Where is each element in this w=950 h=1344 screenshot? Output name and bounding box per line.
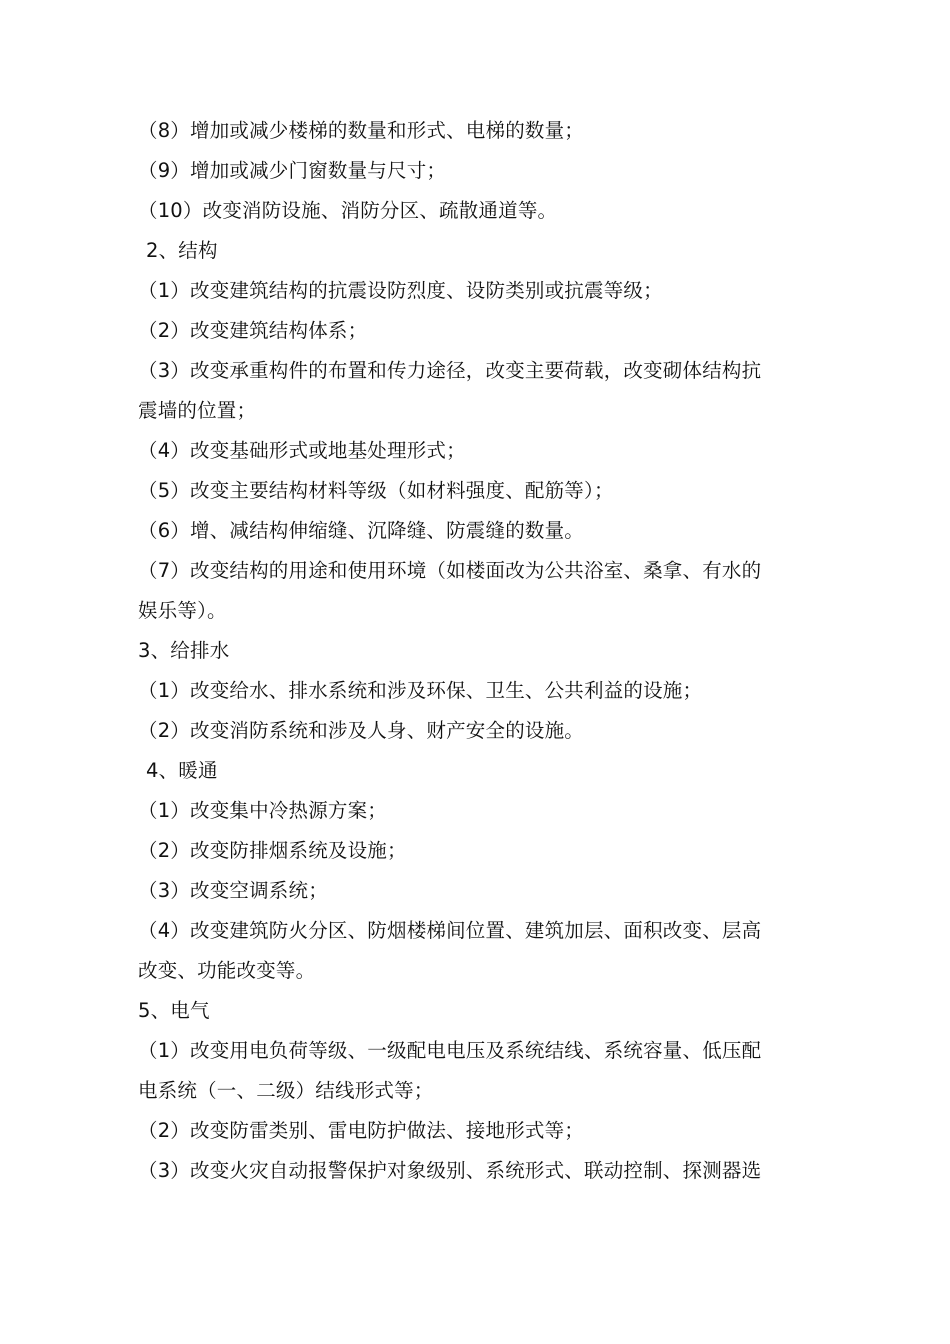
list-item-hvac-1: （1）改变集中冷热源方案； <box>138 799 388 822</box>
list-item-structure-1: （1）改变建筑结构的抗震设防烈度、设防类别或抗震等级； <box>138 279 663 302</box>
list-item-electrical-2: （2）改变防雷类别、雷电防护做法、接地形式等； <box>138 1119 585 1142</box>
list-item-structure-3-cont: 震墙的位置； <box>138 399 257 422</box>
list-item-structure-2: （2）改变建筑结构体系； <box>138 319 368 342</box>
list-item-electrical-1-cont: 电系统（一、二级）结线形式等； <box>138 1079 434 1102</box>
list-item-structure-5: （5）改变主要结构材料等级（如材料强度、配筋等）； <box>138 479 614 502</box>
list-item-structure-3: （3）改变承重构件的布置和传力途径，改变主要荷载，改变砌体结构抗 <box>138 359 762 382</box>
list-item-hvac-2: （2）改变防排烟系统及设施； <box>138 839 407 862</box>
list-item-hvac-4: （4）改变建筑防火分区、防烟楼梯间位置、建筑加层、面积改变、层高 <box>138 919 762 942</box>
list-item-hvac-4-cont: 改变、功能改变等。 <box>138 959 316 982</box>
list-item-structure-7: （7）改变结构的用途和使用环境（如楼面改为公共浴室、桑拿、有水的 <box>138 559 762 582</box>
list-item-plumbing-1: （1）改变给水、排水系统和涉及环保、卫生、公共利益的设施； <box>138 679 703 702</box>
section-heading-plumbing: 3、给排水 <box>138 639 230 662</box>
list-item-arch-10: （10）改变消防设施、消防分区、疏散通道等。 <box>138 199 558 222</box>
section-heading-hvac: 4、暖通 <box>146 759 218 782</box>
section-heading-electrical: 5、电气 <box>138 999 210 1022</box>
list-item-structure-4: （4）改变基础形式或地基处理形式； <box>138 439 466 462</box>
section-heading-structure: 2、结构 <box>146 239 218 262</box>
list-item-electrical-3: （3）改变火灾自动报警保护对象级别、系统形式、联动控制、探测器选 <box>138 1159 762 1182</box>
list-item-plumbing-2: （2）改变消防系统和涉及人身、财产安全的设施。 <box>138 719 585 742</box>
list-item-arch-8: （8）增加或减少楼梯的数量和形式、电梯的数量； <box>138 119 585 142</box>
list-item-electrical-1: （1）改变用电负荷等级、一级配电电压及系统结线、系统容量、低压配 <box>138 1039 762 1062</box>
list-item-structure-7-cont: 娱乐等）。 <box>138 599 227 622</box>
list-item-arch-9: （9）增加或减少门窗数量与尺寸； <box>138 159 447 182</box>
list-item-structure-6: （6）增、减结构伸缩缝、沉降缝、防震缝的数量。 <box>138 519 585 542</box>
list-item-hvac-3: （3）改变空调系统； <box>138 879 328 902</box>
